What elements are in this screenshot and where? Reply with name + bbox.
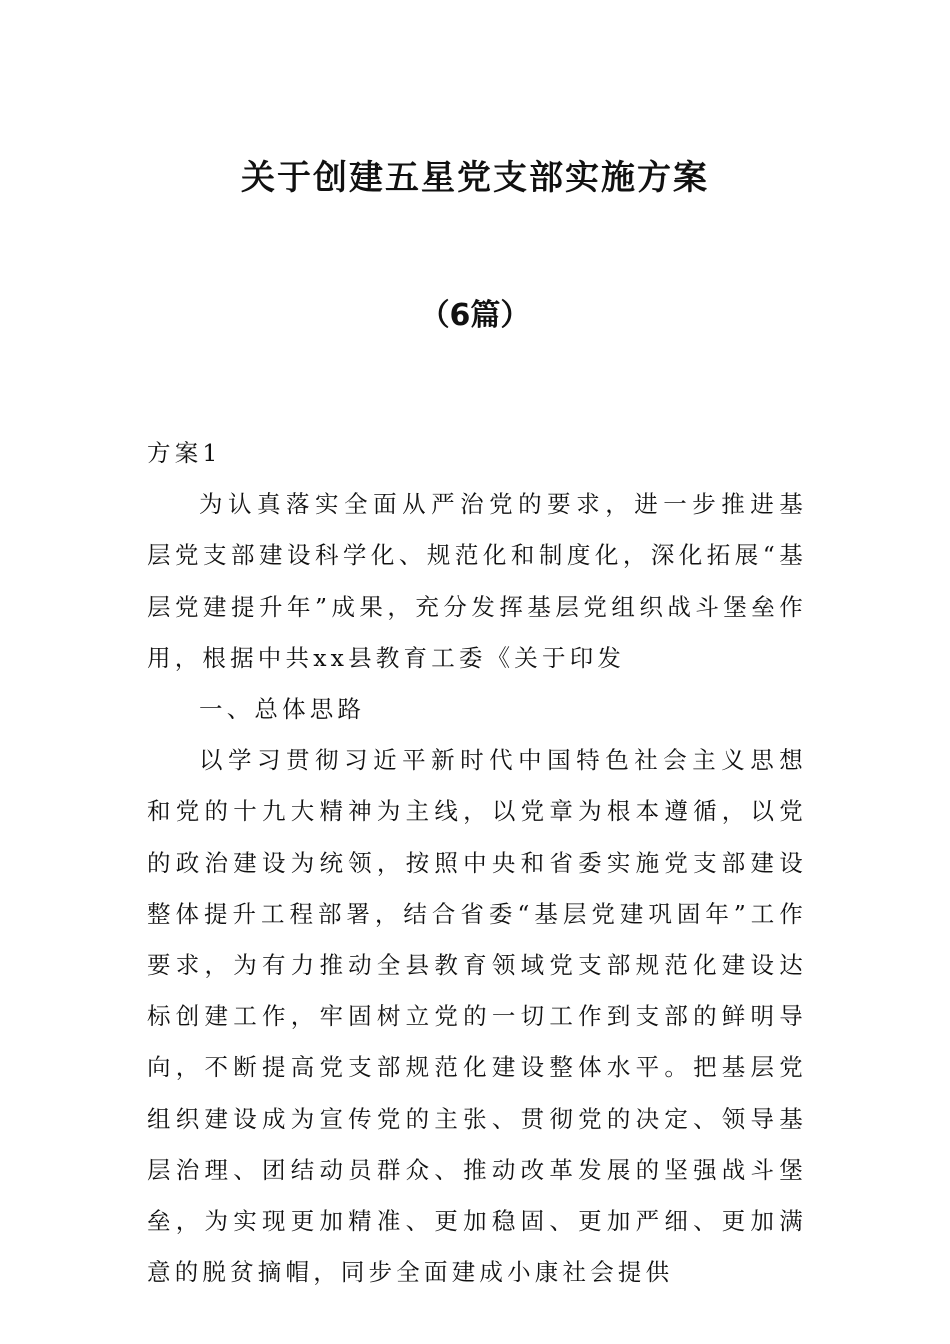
section-heading: 一、总体思路 <box>199 695 366 724</box>
paragraph-intro: 为认真落实全面从严治党的要求，进一步推进基层党支部建设科学化、规范化和制度化，深化拓展“基层党建提升年”成果，充分发挥基层党组织战斗堡垒作用，根据中共xx县教育工委《关于印发 <box>147 490 807 672</box>
document-subtitle: （6篇） <box>419 298 531 333</box>
paragraph-body: 以学习贯彻习近平新时代中国特色社会主义思想和党的十九大精神为主线，以党章为根本遵循，以党的政治建设为统领，按照中央和省委实施党支部建设整体提升工程部署，结合省委“基层党建巩固年”工作要求，为有力推动全县教育领域党支部规范化建设达标创建工作，牢固树立党的一切工作到支部的鲜明导向，不断提高党支部规范化建设整体水平。把基层党组织建设成为宣传党的主张、贯彻党的决定、领导基层治理、团结动员群众、推动改革发展的坚强战斗堡垒，为实现更加精准、更加稳固、更加严细、更加满意的脱贫摘帽，同步全面建成小康社会提供 <box>147 746 807 1287</box>
section-label: 方案1 <box>147 439 222 467</box>
document-body <box>147 428 807 1298</box>
document-title: 关于创建五星党支部实施方案 <box>241 158 709 198</box>
